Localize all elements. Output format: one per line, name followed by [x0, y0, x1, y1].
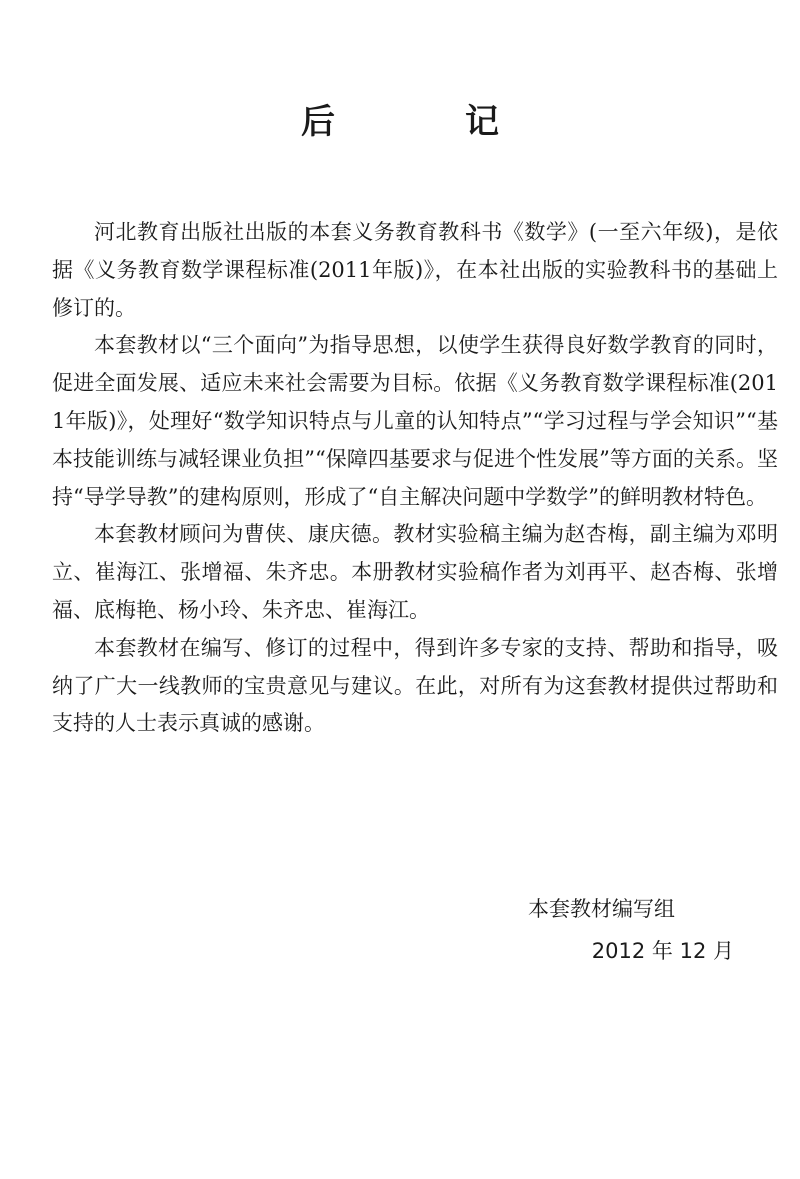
- afterword-body: [52, 214, 778, 743]
- signature-date: 2012 年 12 月: [591, 939, 734, 963]
- signature-organization: 本套教材编写组: [528, 897, 675, 921]
- signature-block: [480, 888, 734, 972]
- paragraph-1: 河北教育出版社出版的本套义务教育教科书《数学》(一至六年级)，是依据《义务教育数学课程标准(2011年版)》，在本社出版的实验教科书的基础上修订的。: [52, 220, 778, 320]
- paragraph-2: 本套教材以“三个面向”为指导思想，以使学生获得良好数学教育的同时，促进全面发展、适应未来社会需要为目标。依据《义务教育数学课程标准(2011年版)》，处理好“数学知识特点与儿童的认知特点”“学习过程与学会知识”“基本技能训练与减轻课业负担”“保障四基要求与促进个性发展”等方面的关系。坚持“导学导教”的建构原则，形成了“自主解决问题中学数学”的鲜明教材特色。: [52, 333, 778, 509]
- page-title: 后 记: [301, 102, 547, 142]
- paragraph-4: 本套教材在编写、修订的过程中，得到许多专家的支持、帮助和指导，吸纳了广大一线教师的宝贵意见与建议。在此，对所有为这套教材提供过帮助和支持的人士表示真诚的感谢。: [52, 635, 778, 736]
- paragraph-3: 本套教材顾问为曹侠、康庆德。教材实验稿主编为赵杏梅，副主编为邓明立、崔海江、张增福、朱齐忠。本册教材实验稿作者为刘再平、赵杏梅、张增福、底梅艳、杨小玲、朱齐忠、崔海江。: [52, 522, 778, 622]
